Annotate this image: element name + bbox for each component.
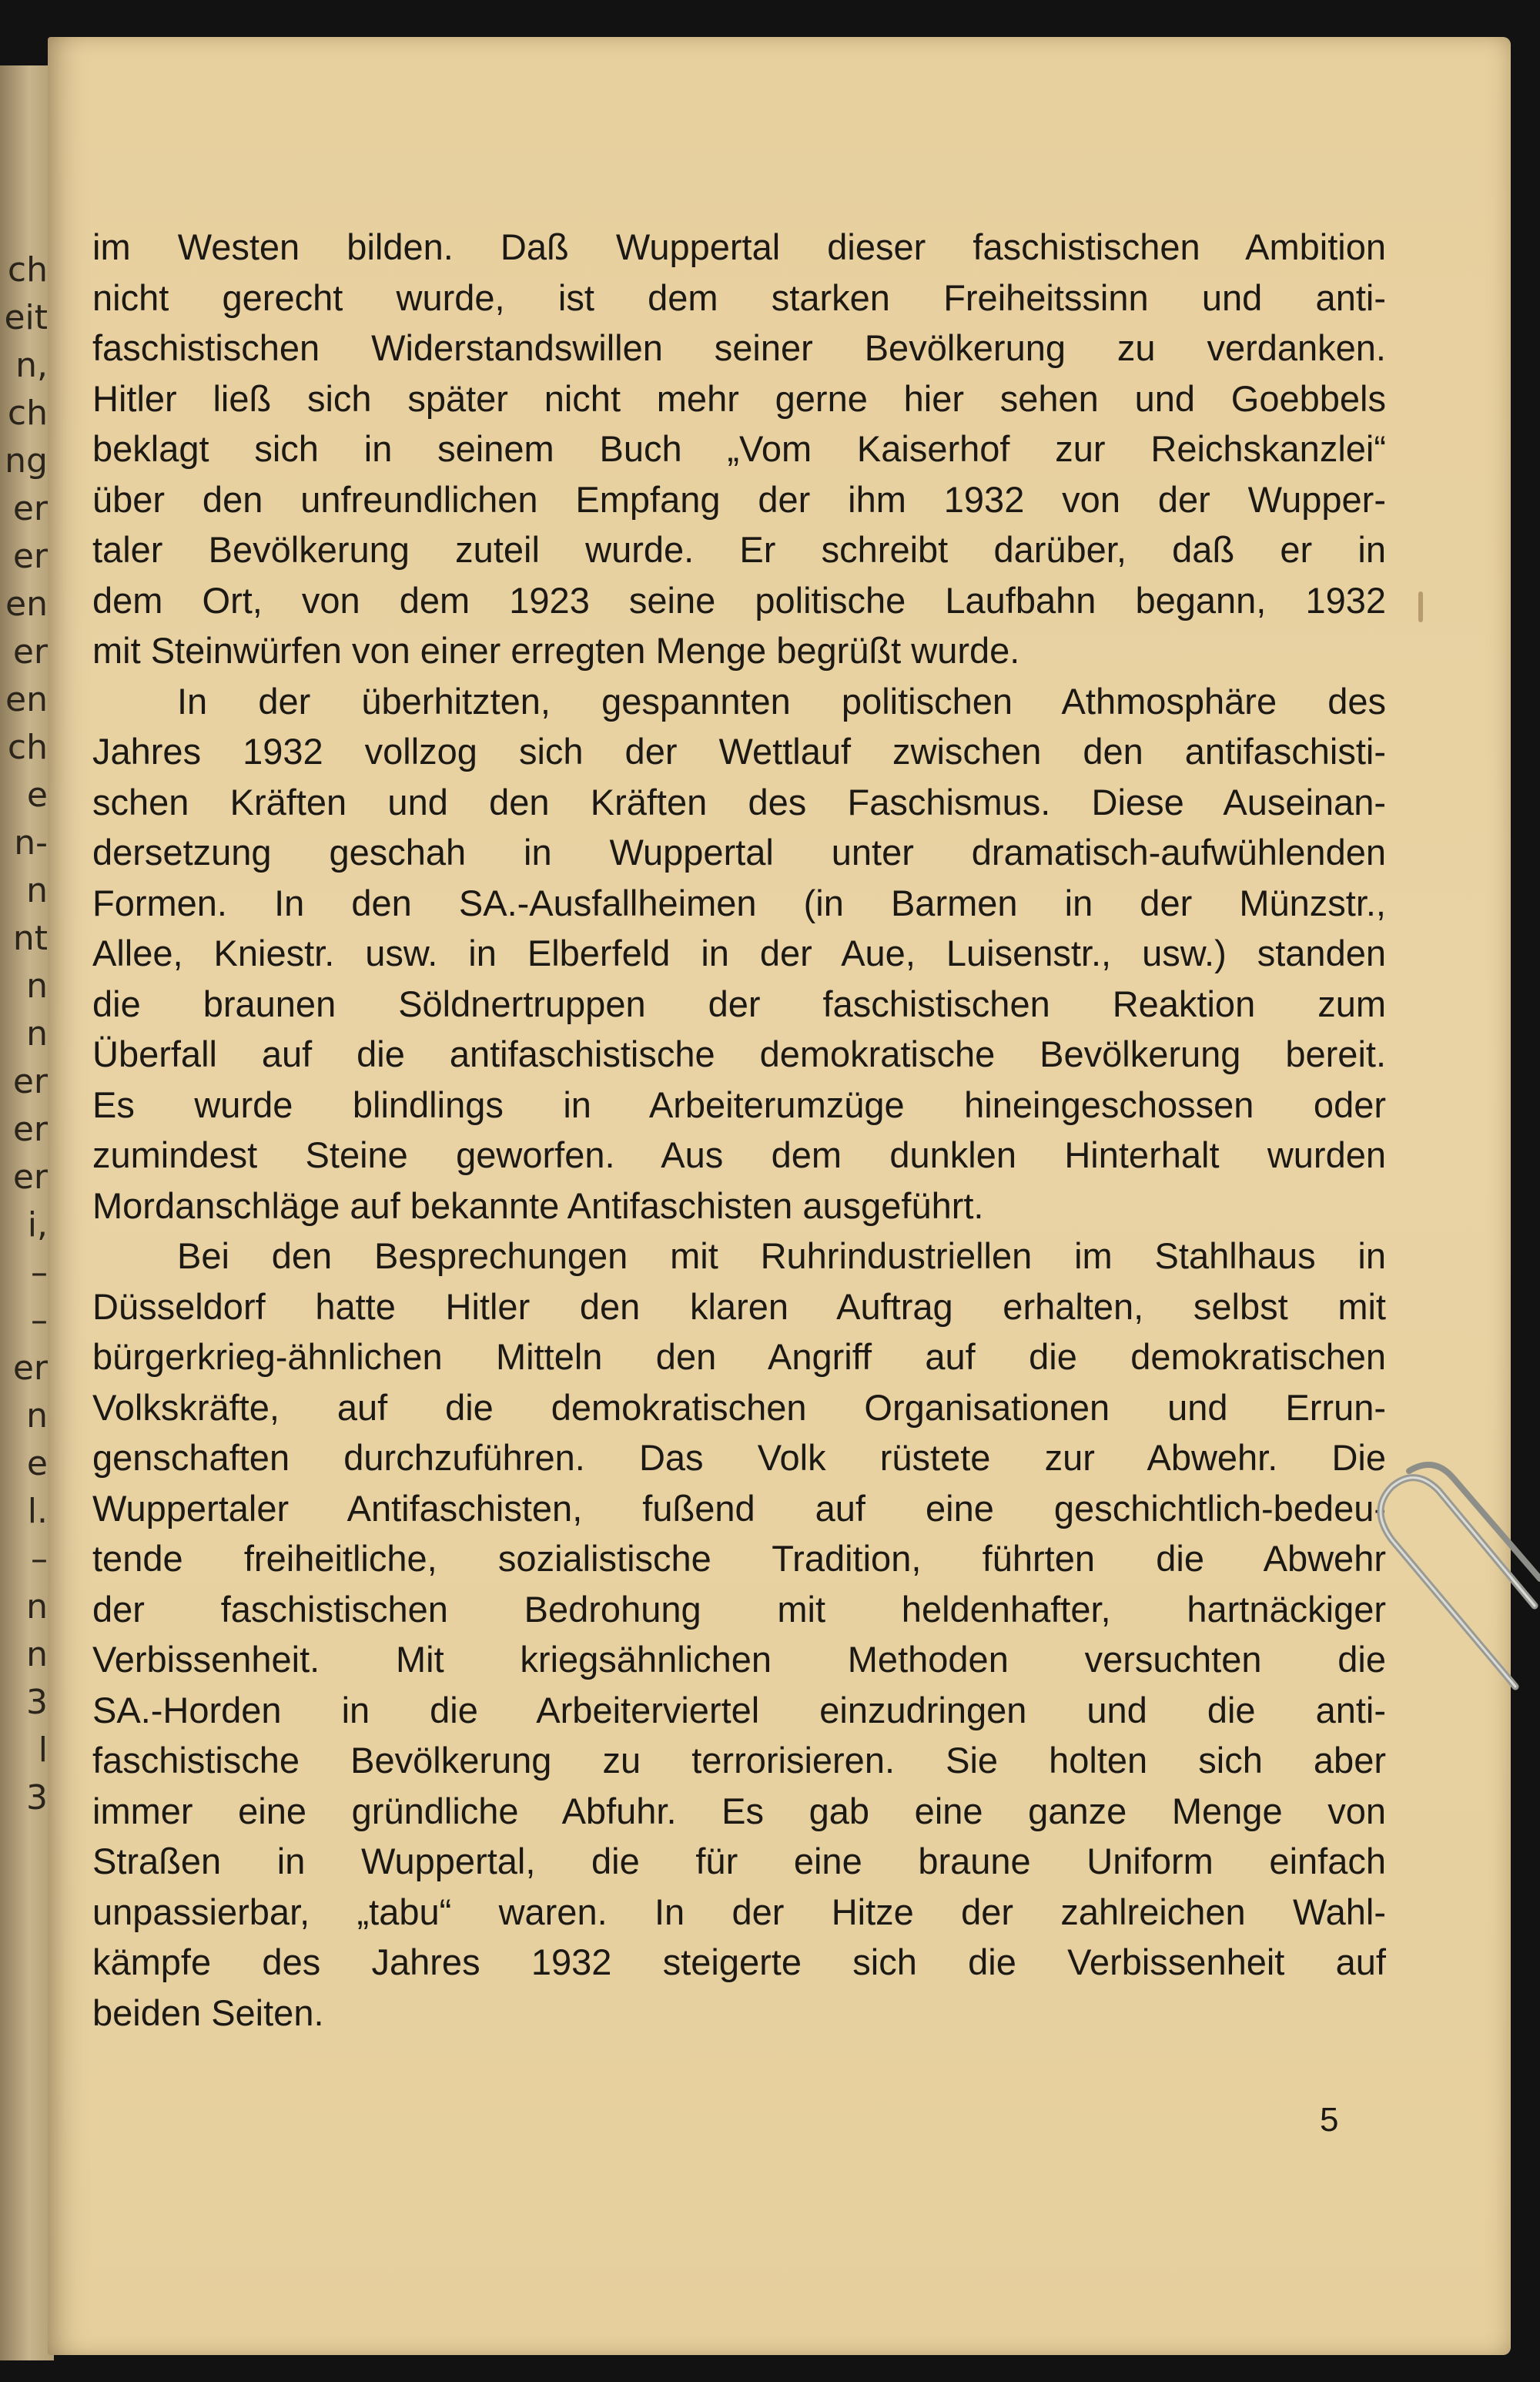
text-line: Düsseldorf hatte Hitler den klaren Auftrag erhalten, selbst mit: [92, 1285, 1386, 1327]
text-line: beklagt sich in seinem Buch „Vom Kaiserhof zur Reichskanzlei“: [92, 428, 1386, 469]
text-line: zumindest Steine geworfen. Aus dem dunklen Hinterhalt wurden: [92, 1134, 1386, 1175]
text-line: In der überhitzten, gespannten politischen Athmosphäre des: [177, 680, 1386, 722]
text-line: Wuppertaler Antifaschisten, fußend auf eine geschichtlich-bedeu-: [92, 1487, 1386, 1529]
text-line: dersetzung geschah in Wuppertal unter dramatisch-aufwühlenden: [92, 832, 1386, 873]
text-line: genschaften durchzuführen. Das Volk rüstete zur Abwehr. Die: [92, 1437, 1386, 1478]
previous-page-edge: [0, 65, 54, 2360]
previous-page-fragment: er: [12, 537, 48, 576]
text-line: der faschistischen Bedrohung mit heldenhafter, hartnäckiger: [92, 1588, 1386, 1630]
previous-page-fragment: er: [12, 632, 48, 672]
previous-page-fragment: –: [31, 1301, 48, 1340]
text-line: im Westen bilden. Daß Wuppertal dieser faschistischen Ambition: [92, 226, 1386, 267]
previous-page-fragment: ch: [7, 394, 48, 433]
previous-page-fragment: –: [31, 1539, 48, 1579]
previous-page-fragment: n-: [14, 823, 48, 863]
text-line: nicht gerecht wurde, ist dem starken Freiheitssinn und anti-: [92, 276, 1386, 318]
text-line: mit Steinwürfen von einer erregten Menge begrüßt wurde.: [92, 630, 1020, 671]
previous-page-fragment: er: [12, 1062, 48, 1101]
previous-page-fragment: ng: [5, 441, 48, 481]
text-line: dem Ort, von dem 1923 seine politische Laufbahn begann, 1932: [92, 579, 1386, 621]
text-line: Jahres 1932 vollzog sich der Wettlauf zwischen den antifaschisti-: [92, 731, 1386, 772]
previous-page-fragment: n: [26, 1587, 48, 1627]
text-line: bürgerkrieg-ähnlichen Mitteln den Angriff auf die demokratischen: [92, 1336, 1386, 1377]
text-line: Es wurde blindlings in Arbeiterumzüge hineingeschossen oder: [92, 1084, 1386, 1125]
book-page: [48, 37, 1511, 2355]
previous-page-fragment: ch: [7, 250, 48, 290]
previous-page-fragment: en: [5, 680, 48, 719]
text-line: kämpfe des Jahres 1932 steigerte sich die Verbissenheit auf: [92, 1941, 1386, 1982]
text-line: faschistische Bevölkerung zu terrorisieren. Sie holten sich aber: [92, 1740, 1386, 1781]
text-line: tende freiheitliche, sozialistische Tradition, führten die Abwehr: [92, 1538, 1386, 1579]
previous-page-fragment: n: [26, 1396, 48, 1436]
text-line: faschistischen Widerstandswillen seiner Bevölkerung zu verdanken.: [92, 327, 1386, 368]
text-line: taler Bevölkerung zuteil wurde. Er schreibt darüber, daß er in: [92, 529, 1386, 570]
text-line: Straßen in Wuppertal, die für eine braune Uniform einfach: [92, 1841, 1386, 1881]
previous-page-fragment: n: [26, 1014, 48, 1054]
previous-page-fragment: –: [31, 1253, 48, 1292]
text-line: schen Kräften und den Kräften des Faschismus. Diese Auseinan-: [92, 781, 1386, 822]
previous-page-fragment: l.: [27, 1492, 48, 1531]
text-line: Formen. In den SA.-Ausfallheimen (in Barmen in der Münzstr.,: [92, 882, 1386, 923]
text-line: über den unfreundlichen Empfang der ihm 1932 von der Wupper-: [92, 478, 1386, 520]
previous-page-fragment: n: [26, 1635, 48, 1674]
previous-page-fragment: 3: [26, 1683, 48, 1722]
previous-page-fragment: ch: [7, 728, 48, 767]
body-text: [92, 222, 1386, 2038]
previous-page-fragment: er: [12, 1110, 48, 1149]
previous-page-fragment: er: [12, 1348, 48, 1388]
text-line: SA.-Horden in die Arbeiterviertel einzudringen und die anti-: [92, 1689, 1386, 1730]
text-line: Hitler ließ sich später nicht mehr gerne hier sehen und Goebbels: [92, 377, 1386, 419]
text-line: Volkskräfte, auf die demokratischen Organisationen und Errun-: [92, 1386, 1386, 1428]
previous-page-fragment: i,: [27, 1205, 48, 1245]
text-line: die braunen Söldnertruppen der faschistischen Reaktion zum: [92, 983, 1386, 1024]
previous-page-fragment: n: [26, 871, 48, 910]
previous-page-fragment: 3: [26, 1778, 48, 1817]
text-line: unpassierbar, „tabu“ waren. In der Hitze der zahlreichen Wahl-: [92, 1891, 1386, 1932]
previous-page-fragment: n,: [15, 346, 48, 385]
page-number: 5: [1320, 2101, 1339, 2139]
previous-page-fragment: e: [26, 1444, 48, 1483]
paperclip: [1361, 1425, 1540, 1702]
previous-page-fragment: en: [5, 585, 48, 624]
previous-page-fragment: nt: [12, 919, 48, 958]
text-line: Allee, Kniestr. usw. in Elberfeld in der Aue, Luisenstr., usw.) standen: [92, 933, 1386, 973]
margin-mark: [1418, 591, 1423, 622]
text-line: Überfall auf die antifaschistische demokratische Bevölkerung bereit.: [92, 1034, 1386, 1074]
text-line: Bei den Besprechungen mit Ruhrindustriellen im Stahlhaus in: [177, 1235, 1386, 1276]
previous-page-fragment: e: [26, 776, 48, 815]
previous-page-fragment: n: [26, 967, 48, 1006]
previous-page-fragment: eit: [4, 298, 48, 337]
previous-page-fragment: l: [38, 1730, 48, 1770]
previous-page-fragment: er: [12, 489, 48, 528]
text-line: Verbissenheit. Mit kriegsähnlichen Methoden versuchten die: [92, 1639, 1386, 1680]
text-line: Mordanschläge auf bekannte Antifaschisten ausgeführt.: [92, 1184, 984, 1226]
text-line: immer eine gründliche Abfuhr. Es gab eine ganze Menge von: [92, 1790, 1386, 1831]
previous-page-fragment: er: [12, 1157, 48, 1197]
text-line: beiden Seiten.: [92, 1992, 324, 2033]
